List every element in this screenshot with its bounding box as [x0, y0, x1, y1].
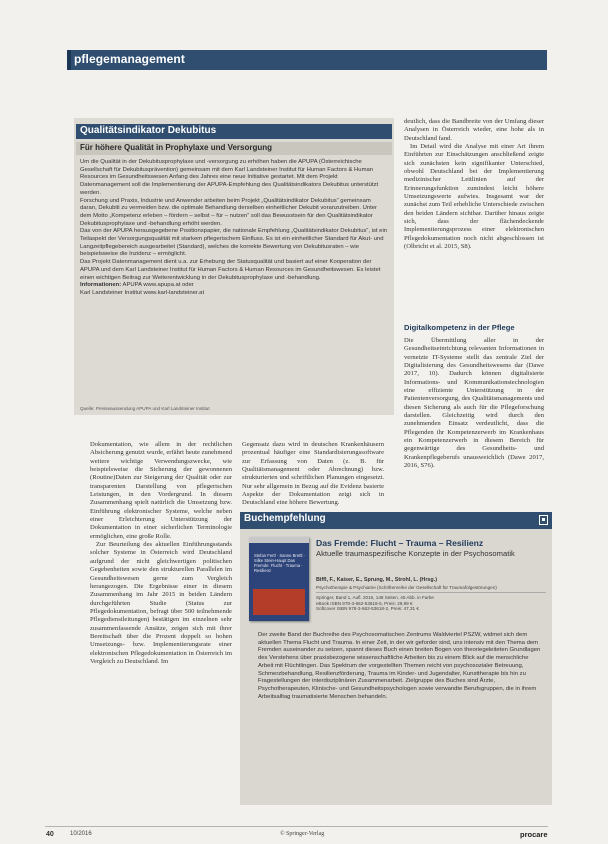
publisher-label: © Springer-Verlag — [280, 831, 325, 837]
book-meta-separator — [316, 592, 546, 593]
quality-box-info — [80, 282, 388, 290]
book-publisher-info: Springer, Band 1, Aufl. 2016, 148 Seiten, 45 Abb. in Farbe — [316, 594, 434, 600]
journal-name: procare — [520, 830, 548, 839]
book-description: Der zweite Band der Buchreihe des Psychosomatischen Zentrums Waldviertel PSZW, widmet sich dem aktuellen Thema Flucht und Trauma. In einer Zeit, in der wir geforder sind, uns intensiv mit den Thema dem Fremden auseinander zu setzen, spannt dieses Buch einen breiten Bogen von theoriegeleiteten Grundlagen des Verstehens über praxisbezogene wissenschaftliche Arbeiten bis zu einem Blick auf die menschliche Arbeit mit Flüchtlingen. Das Spektrum der vorgestellten Themen reicht von psychosozialer Betreuung, Schmerzbehandlung, Resilienzförderung, Trauma im Kinder- und Jugendalter, Kunsttherapie bis hin zu Fragestellungen der interdisziplinären Zusammenarbeit. Zielgruppe des Buches sind Ärzte, Psychotherapeuten, Klinische- und Gesundheitspsychologen sowie verwandte Berufsgruppen, die in ihrem Arbeitsalltag traumatisierte Menschen behandeln. — [258, 632, 541, 700]
info-link-apupa[interactable]: APUPA www.apupa.at oder — [122, 282, 194, 289]
quality-box-paragraph: Das Projekt Datenmanagement dient u.a. zur Erhebung der Statusqualität und basiert auf einer Kooperation der APUPA und dem Karl Landsteiner Institut für Human Factors & Human Resources im Gesundheitswesen. Es leistet einen wichtigen Beitrag zur Weiterentwicklung in der Dekubitusprophylaxe und -behandlung. — [80, 259, 381, 281]
cover-photo-block — [253, 589, 305, 615]
body-paragraph: Dokumentation, wie allem in der rechtlichen Absicherung genutzt wurde, erfährt heute zunehmend weitere wichtige Verwendungszwecke, wie beispielsweise die Sicherung der gewonnenen (Routine)Daten zur Steigerung der Qualität oder zur transparenten Darstellung von pflegerischen Leistungen, in den Vordergrund. In diesem Zusammenhang spielt natürlich die Umsetzung bzw. Einführung elektronischer Systeme, welche neben einer Erleichterung Unterstützung der Dokumentation in einer sicherlichen Terminologie ermöglichen, eine große Rolle. — [90, 441, 232, 540]
book-box-header — [240, 512, 552, 529]
book-box-heading: Buchempfehlung — [244, 513, 326, 524]
quality-box-title: Qualitätsindikator Dekubitus — [80, 125, 217, 136]
section-header-accent — [67, 50, 71, 70]
info-label: Informationen: — [80, 282, 122, 289]
issue-label: 10/2016 — [70, 831, 92, 837]
middle-column-text — [242, 441, 384, 508]
quality-box-paragraph: Das von der APUPA herausgegebene Positionspapier, die nationale Empfehlung „Qualitätsindikator Dekubitus“, ist ein Teilaspekt der Versorgungsqualität mit starkem pflegerischem Einfluss. Es ist ein einheitlicher Standard für Akut- und Langzeitpflegebereich ausgearbeitet (Standard), welches die korrekte Bewertung von Dekubitusraten – wie beispielsweise die Inzidenz – ermöglicht. — [80, 228, 388, 258]
section-title: pflegemanagement — [74, 52, 185, 66]
book-metadata — [316, 585, 546, 612]
right-column-mid-text — [404, 337, 544, 471]
quality-box-subtitle-bar — [76, 142, 392, 155]
book-ebook-isbn: eBook ISBN 978-3-662-53618-5, Preis: 29,99 € — [316, 600, 413, 606]
body-paragraph: deutlich, dass die Bandbreite von der Umfang dieser Analysen in Österreich wieder, eine hohe als in Deutschland fand. — [404, 118, 544, 142]
quality-box-source: Quelle: Presseaussendung APUPA und Karl Landsteiner Institut — [80, 406, 210, 411]
cover-top-stripe — [249, 537, 309, 543]
body-paragraph: Gegensatz dazu wird in deutschen Krankenhäusern prozentual häufiger eine Standardisierungssoftware zur Erfassung von Daten (z. B. für Qualitätsmanagement oder Abrechnung) bzw. strukturierten und schriftlichen Planungen eingesetzt. Nur sehr allgemein in Bezug auf die Evidenz basierte Aspekte der Dokumentation zeigt sich in Deutschland eine höhere Bewertung. — [242, 441, 384, 507]
info-link-landsteiner[interactable]: Karl Landsteiner Institut www.karl-landsteiner.at — [80, 289, 205, 296]
book-link-icon[interactable] — [539, 515, 548, 525]
quality-box-paragraph: Um die Qualität in der Dekubitusprophylaxe und -versorgung zu erhöhen haben die APUPA (Österreichische Gesellschaft für Dekubitusprävention) gemeinsam mit dem Karl Landsteiner Institut für Human Factors & Human Resources im Gesundheitswesen Anfang des Jahres eine neue Initiative gestartet. Mit dem Projekt Datenmanagement soll die Implementierung der APUPA-Empfehlung des Qualitätsindikators Dekubitus unterstützt werden. — [80, 159, 379, 196]
cover-text: Stefan Fertl · Sanne Brettl · Silke Stein-Haupt Das Fremde: Flucht · Trauma · Resilienz — [254, 553, 305, 573]
book-authors: Biffl, F., Kaiser, E., Sprung, M., Strohl, L. (Hrsg.) — [316, 577, 437, 583]
right-column-top-text — [404, 118, 544, 252]
book-cover-image[interactable] — [249, 537, 309, 621]
footer-rule — [45, 826, 548, 827]
section-heading: Digitalkompetenz in der Pflege — [404, 323, 515, 332]
left-column-text — [90, 441, 232, 666]
book-subtitle: Aktuelle traumaspezifische Konzepte in der Psychosomatik — [316, 549, 515, 558]
book-series: Psychotherapie & Psychiatrie (Schriftenreihe der Gesellschaft für Traumafolgestörungen) — [316, 585, 497, 590]
quality-box-body — [80, 159, 388, 298]
quality-box-paragraph: Forschung und Praxis, Industrie und Anwender arbeiten beim Projekt „Qualitätsindikator Dekubitus“ gemeinsam daran, Dekubiti zu vermeiden bzw. die optimale Behandlung derselben einheitlicher Dekubit voranzutreiben. Unter dem Motto „Kompetenz erleben – fördern – selbst – für – nutzen“ soll das Bewusstsein für den Qualitätsindikator Dekubitusprophylaxe und -behandlung erhöht werden. — [80, 197, 377, 227]
quality-box-subtitle: Für höhere Qualität in Prophylaxe und Versorgung — [80, 143, 273, 152]
page-number: 40 — [46, 831, 54, 838]
quality-box-title-bar — [76, 124, 392, 139]
book-softcover-isbn: Softcover ISBN 978-3-662-53618-2, Preis: 47,31 € — [316, 606, 419, 612]
body-paragraph: Im Detail wird die Analyse mit einer Art ihrem Einführten zur Einschätzungen anschließend zeigte sich zunächsten kein signifikanter Unterschied, obwohl Deutschland bei der Implementierung medizinischer Leitlinien auf der Erinnerungsfunktion zumindest leicht höhere Umsetzungswerte aufwies. Insgesamt war der zunächst zum Teil erhebliche Unterschiede zwischen den beiden Ländern sichtbar. Darüber hinaus zeigte sich, dass der flächendeckende Implementierungsprozess einer elektronischen Pflegedokumentation noch nicht abgeschlossen ist (Olbricht et al. 2015, S8). — [404, 143, 544, 251]
book-title: Das Fremde: Flucht – Trauma – Resilienz — [316, 538, 484, 548]
body-paragraph: Zur Beurteilung des aktuellen Einführungsstands solcher Systeme in Österreich wird Deutschland aufgrund der nicht gleichwertigen politischen Gegebenheiten sowie den strukturellen Parallelen im Gesundheitswesen gerne zum Vergleich herangezogen. Die Ergebnisse einer in diesem Zusammenhang im Jahr 2015 in beiden Ländern durchgeführten Studie (Status zur Pflegedokumentation, befragt über 500 teilnehmende Pflegedienstleitungen) bestätigen im einzelnen sehr zusammenfassende Ansätze, zeigen sich mit ihrer Bereitschaft über die Prozent doppelt so hohen Umsetzungs- bzw. Implementierungsrate einer elektronischen Pflegedokumentation in Österreich im Vergleich zu Deutschland. Im — [90, 541, 232, 665]
body-paragraph: Die Übermittlung aller in der Gesundheitseinrichtung relevanten Informationen in vernetzte IT-Systeme stellt das zentrale Ziel der Digitalisierung des Gesundheitswesens dar (Dawe 2017, 10). Dadurch können digitalisierte Informations- und Kommunikationstechnologien eine effiziente Unterstützung in der Patientenversorgung, des Qualitätsmanagements und diesen Sicherung als auch für die Pflegeforschung darstellen. Gleichzeitig wird durch den zunehmenden Einsatz verdeutlicht, dass die Pflegenden ihr Kompetenzerwerb im Krankenhaus ein Kompetenzerwerb in diesem Bereich für gegenwärtige des Gesundheits- und Krankenpflegeberufs unausweichlich (Dawe 2017, 2016, S76). — [404, 337, 544, 470]
